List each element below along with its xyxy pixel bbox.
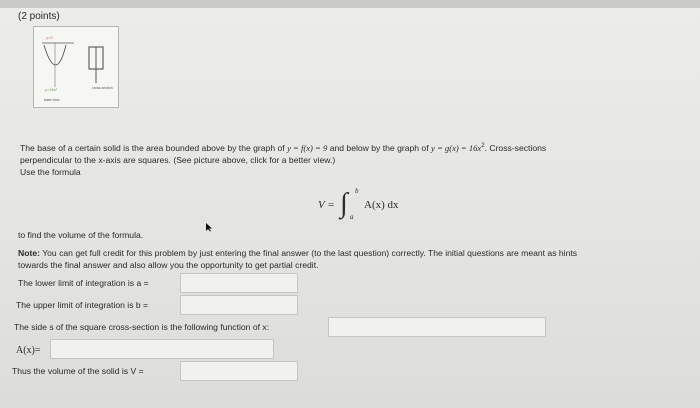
statement-part: and below by the graph of <box>327 142 431 153</box>
side-function-input[interactable] <box>328 317 546 337</box>
thumb-label-mid: y=16x² <box>45 87 58 92</box>
lower-limit-label: The lower limit of integration is a = <box>18 278 149 288</box>
area-label: A(x)= <box>16 345 41 356</box>
volume-formula <box>318 187 428 223</box>
volume-input[interactable] <box>180 361 298 381</box>
mouse-pointer-icon <box>205 222 213 232</box>
note-label: Note: <box>18 248 40 258</box>
note-line-2: towards the final answer and also allow you the opportunity to get partial credit. <box>18 260 319 270</box>
problem-figure-thumbnail[interactable] <box>33 26 119 108</box>
statement-part: The base of a certain solid is the area bounded above by the graph of <box>20 142 288 153</box>
thumb-label-top: y=9 <box>46 35 53 40</box>
lower-limit-input[interactable] <box>180 273 298 293</box>
problem-statement <box>20 140 680 178</box>
figure-graph-icon <box>34 27 118 107</box>
thumb-label-right: cross-section <box>92 86 113 90</box>
statement-line-2: perpendicular to the x-axis are squares. (See picture above, click for a better view.) <box>20 154 336 165</box>
exponent: 2 <box>481 143 485 149</box>
top-bar <box>0 0 700 8</box>
note <box>18 247 577 259</box>
integrand: A(x) dx <box>364 199 399 211</box>
function-f: y = f(x) = 9 <box>287 142 328 153</box>
note-text: You can get full credit for this problem by just entering the final answer (to the last question) correctly. The initial questions are meant as hints <box>39 248 578 258</box>
formula-followup: to find the volume of the formula. <box>18 230 144 240</box>
thumb-label-bottom: base view <box>44 98 60 102</box>
statement-part: . Cross-sections <box>484 142 547 153</box>
side-function-label: The side s of the square cross-section is the following function of x: <box>14 322 270 332</box>
function-g: y = g(x) = 16x <box>431 142 482 153</box>
lower-bound: a <box>350 213 354 221</box>
integral-sign-icon: ∫ <box>340 188 348 219</box>
upper-limit-input[interactable] <box>180 295 298 315</box>
formula-lhs: V = <box>318 199 335 211</box>
statement-line-3: Use the formula <box>20 166 81 177</box>
points-label: (2 points) <box>18 11 60 22</box>
volume-label: Thus the volume of the solid is V = <box>12 366 144 376</box>
area-input[interactable] <box>50 339 274 359</box>
upper-limit-label: The upper limit of integration is b = <box>16 300 149 310</box>
upper-bound: b <box>355 187 359 195</box>
